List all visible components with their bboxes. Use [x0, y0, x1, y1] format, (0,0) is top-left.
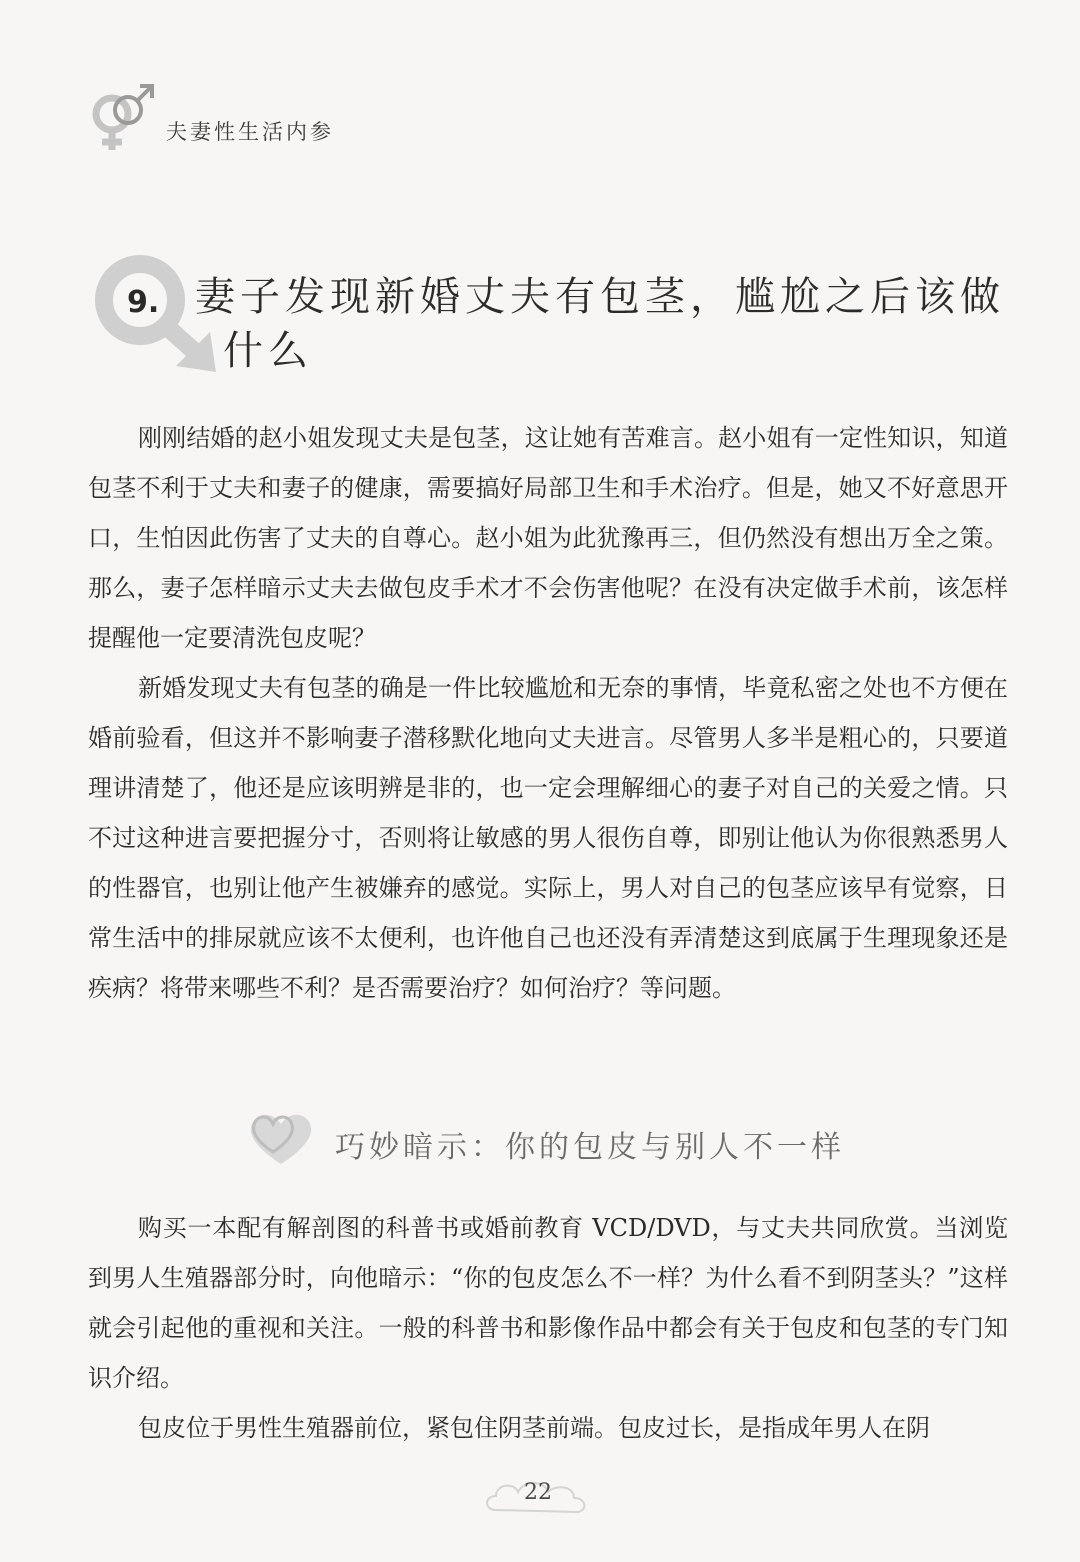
paragraph: 新婚发现丈夫有包茎的确是一件比较尴尬和无奈的事情，毕竟私密之处也不方便在婚前验看，但这并不影响妻子潜移默化地向丈夫进言。尽管男人多半是粗心的，只要道理讲清楚了，他还是应该明辨是非的，也一定会理解细心的妻子对自己的关爱之情。只不过这种进言要把握分寸，否则将让敏感的男人很伤自尊，即别让他认为你很熟悉男人的性器官，也别让他产生被嫌弃的感觉。实际上，男人对自己的包茎应该早有觉察，日常生活中的排尿就应该不太便利，也许他自己也还没有弄清楚这到底属于生理现象还是疾病？将带来哪些不利？是否需要治疗？如何治疗？等问题。: [88, 674, 1008, 1002]
paragraph: 包皮位于男性生殖器前位，紧包住阴茎前端。包皮过长，是指成年男人在阴: [138, 1414, 930, 1442]
paragraph: 刚刚结婚的赵小姐发现丈夫是包茎，这让她有苦难言。赵小姐有一定性知识，知道包茎不利于丈夫和妻子的健康，需要搞好局部卫生和手术治疗。但是，她又不好意思开口，生怕因此伤害了丈夫的自尊心。赵小姐为此犹豫再三，但仍然没有想出万全之策。那么，妻子怎样暗示丈夫去做包皮手术才不会伤害他呢？在没有决定做手术前，该怎样提醒他一定要清洗包皮呢？: [88, 424, 1008, 652]
paragraph: 购买一本配有解剖图的科普书或婚前教育 VCD/DVD，与丈夫共同欣赏。当浏览到男人生殖器部分时，向他暗示：“你的包皮怎么不一样？为什么看不到阴茎头？”这样就会引起他的重视和关注。一般的科普书和影像作品中都会有关于包皮和包茎的专门知识介绍。: [88, 1214, 1008, 1392]
body-text-2: [88, 1203, 1008, 1453]
gender-symbol-icon: [88, 80, 160, 160]
page-number: 22: [524, 1480, 552, 1505]
subheading: 巧妙暗示：你的包皮与别人不一样: [335, 1130, 845, 1165]
body-text-1: [88, 413, 1008, 1013]
section-number: 9.: [127, 285, 160, 320]
section-title-line1: 妻子发现新婚丈夫有包茎，尴尬之后该做: [195, 274, 1005, 320]
hearts-icon: [243, 1102, 323, 1172]
section-title: [195, 270, 1025, 378]
running-header: 夫妻性生活内参: [166, 120, 334, 144]
section-title-line2: 什么: [223, 328, 313, 374]
